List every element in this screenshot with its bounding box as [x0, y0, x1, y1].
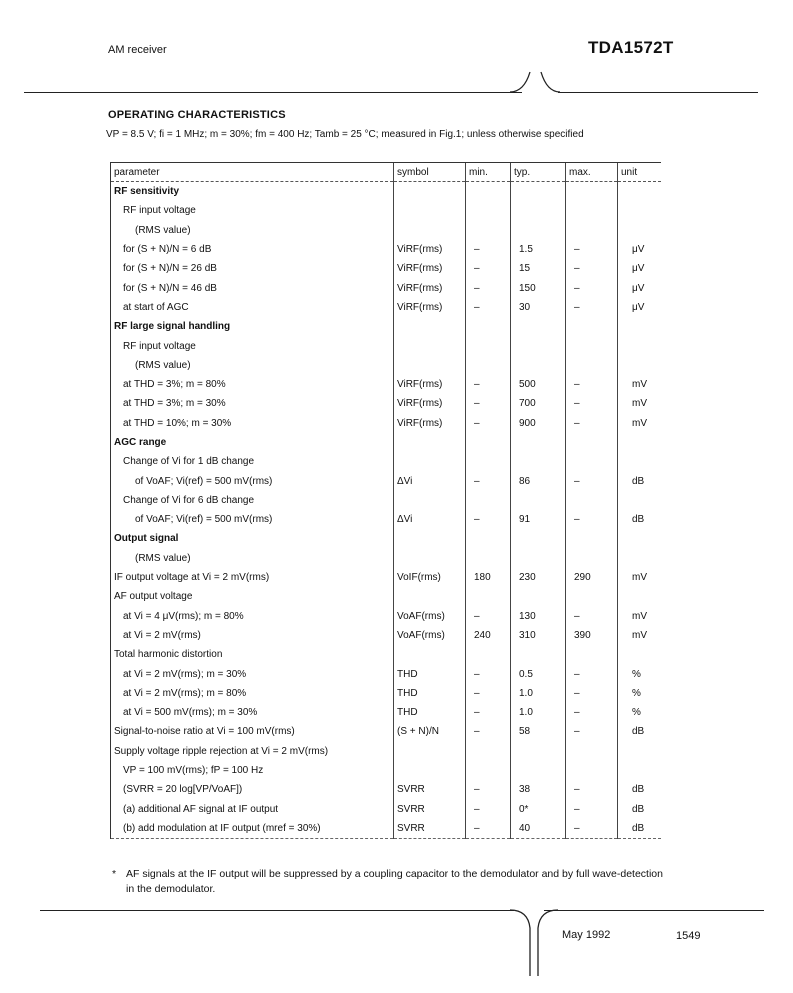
- cell-typ: [511, 433, 566, 452]
- cell-unit: mV: [618, 607, 661, 626]
- cell-parameter: at Vi = 4 μV(rms); m = 80%: [111, 607, 394, 626]
- cell-typ: 15: [511, 259, 566, 278]
- cell-unit: mV: [618, 375, 661, 394]
- cell-unit: %: [618, 684, 661, 703]
- cell-typ: [511, 182, 566, 202]
- cell-unit: [618, 356, 661, 375]
- header-unit: unit: [618, 163, 661, 182]
- cell-parameter: for (S + N)/N = 46 dB: [111, 278, 394, 297]
- cell-parameter: (RMS value): [111, 221, 394, 240]
- cell-min: –: [466, 819, 511, 839]
- footnote-marker: *: [112, 868, 117, 880]
- cell-parameter: IF output voltage at Vi = 2 mV(rms): [111, 568, 394, 587]
- table-row: [111, 800, 661, 819]
- header-symbol: symbol: [394, 163, 466, 182]
- cell-symbol: SVRR: [394, 819, 466, 839]
- table-row: [111, 491, 661, 510]
- cell-unit: μV: [618, 240, 661, 259]
- cell-typ: 1.5: [511, 240, 566, 259]
- cell-unit: [618, 317, 661, 336]
- cell-typ: [511, 356, 566, 375]
- cell-typ: [511, 742, 566, 761]
- cell-symbol: ViRF(rms): [394, 414, 466, 433]
- cell-typ: [511, 549, 566, 568]
- cell-min: –: [466, 471, 511, 490]
- cell-max: [566, 433, 618, 452]
- cell-unit: [618, 529, 661, 548]
- cell-max: [566, 529, 618, 548]
- cell-unit: [618, 221, 661, 240]
- table-body: [111, 182, 661, 839]
- cell-typ: 230: [511, 568, 566, 587]
- cell-unit: mV: [618, 626, 661, 645]
- cell-min: –: [466, 780, 511, 799]
- cell-typ: 0.5: [511, 664, 566, 683]
- footer-rule-left: [40, 910, 514, 911]
- cell-max: –: [566, 510, 618, 529]
- cell-typ: 38: [511, 780, 566, 799]
- cell-symbol: [394, 221, 466, 240]
- cell-unit: μV: [618, 259, 661, 278]
- cell-parameter: (b) add modulation at IF output (mref = 30%): [111, 819, 394, 839]
- cell-min: [466, 317, 511, 336]
- cell-parameter: (RMS value): [111, 549, 394, 568]
- table-row: [111, 568, 661, 587]
- cell-symbol: [394, 742, 466, 761]
- cell-max: [566, 742, 618, 761]
- cell-max: [566, 221, 618, 240]
- cell-max: [566, 549, 618, 568]
- table-row: [111, 780, 661, 799]
- cell-symbol: [394, 317, 466, 336]
- part-number: TDA1572T: [588, 38, 674, 57]
- cell-unit: %: [618, 703, 661, 722]
- cell-min: [466, 221, 511, 240]
- cell-unit: [618, 549, 661, 568]
- table-row: [111, 452, 661, 471]
- cell-unit: [618, 452, 661, 471]
- cell-symbol: [394, 491, 466, 510]
- cell-max: –: [566, 607, 618, 626]
- cell-parameter: Output signal: [111, 529, 394, 548]
- table-row: [111, 471, 661, 490]
- cell-min: –: [466, 259, 511, 278]
- cell-unit: dB: [618, 510, 661, 529]
- cell-parameter: AF output voltage: [111, 587, 394, 606]
- header-max: max.: [566, 163, 618, 182]
- cell-min: [466, 587, 511, 606]
- cell-symbol: ViRF(rms): [394, 375, 466, 394]
- cell-max: 290: [566, 568, 618, 587]
- cell-max: [566, 761, 618, 780]
- cell-max: [566, 452, 618, 471]
- cell-max: –: [566, 394, 618, 413]
- cell-min: –: [466, 703, 511, 722]
- cell-typ: [511, 529, 566, 548]
- cell-parameter: RF large signal handling: [111, 317, 394, 336]
- cell-min: –: [466, 722, 511, 741]
- cell-parameter: at Vi = 500 mV(rms); m = 30%: [111, 703, 394, 722]
- cell-parameter: (SVRR = 20 log[VP/VoAF]): [111, 780, 394, 799]
- cell-symbol: ViRF(rms): [394, 259, 466, 278]
- table-row: [111, 819, 661, 839]
- cell-unit: [618, 336, 661, 355]
- cell-unit: mV: [618, 414, 661, 433]
- table-row: [111, 742, 661, 761]
- cell-max: 390: [566, 626, 618, 645]
- cell-min: [466, 529, 511, 548]
- cell-min: –: [466, 298, 511, 317]
- cell-symbol: (S + N)/N: [394, 722, 466, 741]
- cell-parameter: of VoAF; Vi(ref) = 500 mV(rms): [111, 471, 394, 490]
- cell-typ: 310: [511, 626, 566, 645]
- cell-parameter: Change of Vi for 1 dB change: [111, 452, 394, 471]
- cell-min: [466, 452, 511, 471]
- cell-min: –: [466, 240, 511, 259]
- cell-symbol: VoIF(rms): [394, 568, 466, 587]
- cell-min: –: [466, 375, 511, 394]
- page-number: 1549: [676, 930, 701, 942]
- table-row: [111, 433, 661, 452]
- cell-max: –: [566, 703, 618, 722]
- cell-parameter: at THD = 3%; m = 80%: [111, 375, 394, 394]
- cell-parameter: at Vi = 2 mV(rms); m = 30%: [111, 664, 394, 683]
- cell-unit: [618, 491, 661, 510]
- cell-min: –: [466, 278, 511, 297]
- cell-symbol: SVRR: [394, 800, 466, 819]
- footer-rule-notch: [510, 908, 560, 978]
- cell-unit: [618, 742, 661, 761]
- cell-symbol: SVRR: [394, 780, 466, 799]
- cell-typ: [511, 221, 566, 240]
- cell-unit: %: [618, 664, 661, 683]
- table-row: [111, 336, 661, 355]
- cell-max: –: [566, 375, 618, 394]
- cell-typ: 150: [511, 278, 566, 297]
- table-row: [111, 278, 661, 297]
- cell-parameter: Signal-to-noise ratio at Vi = 100 mV(rms): [111, 722, 394, 741]
- table-row: [111, 201, 661, 220]
- table-row: [111, 414, 661, 433]
- cell-typ: 91: [511, 510, 566, 529]
- cell-symbol: [394, 433, 466, 452]
- cell-min: [466, 742, 511, 761]
- header-rule-notch: [510, 66, 560, 96]
- cell-parameter: at Vi = 2 mV(rms): [111, 626, 394, 645]
- cell-unit: [618, 645, 661, 664]
- cell-min: [466, 761, 511, 780]
- cell-symbol: THD: [394, 664, 466, 683]
- cell-min: –: [466, 607, 511, 626]
- cell-typ: [511, 452, 566, 471]
- cell-parameter: (a) additional AF signal at IF output: [111, 800, 394, 819]
- cell-typ: 1.0: [511, 703, 566, 722]
- header-parameter: parameter: [111, 163, 394, 182]
- header-rule-right: [558, 92, 758, 93]
- cell-symbol: ViRF(rms): [394, 394, 466, 413]
- cell-max: –: [566, 819, 618, 839]
- cell-min: –: [466, 510, 511, 529]
- cell-parameter: for (S + N)/N = 26 dB: [111, 259, 394, 278]
- cell-unit: dB: [618, 800, 661, 819]
- cell-parameter: RF sensitivity: [111, 182, 394, 202]
- table-row: [111, 703, 661, 722]
- cell-min: –: [466, 664, 511, 683]
- cell-symbol: ViRF(rms): [394, 240, 466, 259]
- cell-parameter: at THD = 10%; m = 30%: [111, 414, 394, 433]
- cell-symbol: VoAF(rms): [394, 607, 466, 626]
- publication-date: May 1992: [562, 929, 611, 941]
- cell-max: –: [566, 298, 618, 317]
- cell-typ: [511, 201, 566, 220]
- cell-symbol: VoAF(rms): [394, 626, 466, 645]
- cell-min: –: [466, 394, 511, 413]
- cell-max: –: [566, 800, 618, 819]
- table-header-row: [111, 163, 661, 182]
- cell-max: [566, 201, 618, 220]
- table-row: [111, 356, 661, 375]
- cell-symbol: [394, 201, 466, 220]
- cell-max: –: [566, 259, 618, 278]
- cell-unit: dB: [618, 780, 661, 799]
- cell-parameter: at THD = 3%; m = 30%: [111, 394, 394, 413]
- cell-min: [466, 645, 511, 664]
- cell-max: [566, 587, 618, 606]
- cell-max: –: [566, 240, 618, 259]
- cell-parameter: at Vi = 2 mV(rms); m = 80%: [111, 684, 394, 703]
- cell-symbol: [394, 645, 466, 664]
- cell-max: [566, 317, 618, 336]
- section-title: OPERATING CHARACTERISTICS: [108, 109, 286, 121]
- cell-unit: μV: [618, 278, 661, 297]
- cell-max: [566, 491, 618, 510]
- cell-max: –: [566, 664, 618, 683]
- cell-typ: 0*: [511, 800, 566, 819]
- header-rule-left: [24, 92, 522, 93]
- cell-max: –: [566, 780, 618, 799]
- cell-symbol: ViRF(rms): [394, 278, 466, 297]
- cell-min: –: [466, 684, 511, 703]
- cell-parameter: Supply voltage ripple rejection at Vi = 2 mV(rms): [111, 742, 394, 761]
- cell-unit: μV: [618, 298, 661, 317]
- cell-typ: 40: [511, 819, 566, 839]
- cell-symbol: [394, 356, 466, 375]
- cell-symbol: [394, 761, 466, 780]
- cell-max: [566, 356, 618, 375]
- cell-max: –: [566, 684, 618, 703]
- cell-typ: 58: [511, 722, 566, 741]
- cell-typ: [511, 587, 566, 606]
- cell-typ: [511, 491, 566, 510]
- cell-unit: mV: [618, 394, 661, 413]
- cell-unit: mV: [618, 568, 661, 587]
- cell-parameter: at start of AGC: [111, 298, 394, 317]
- cell-unit: [618, 201, 661, 220]
- table-row: [111, 298, 661, 317]
- cell-min: –: [466, 800, 511, 819]
- cell-max: [566, 645, 618, 664]
- cell-typ: 130: [511, 607, 566, 626]
- cell-unit: [618, 761, 661, 780]
- table-row: [111, 529, 661, 548]
- cell-max: –: [566, 414, 618, 433]
- cell-symbol: THD: [394, 684, 466, 703]
- cell-min: [466, 201, 511, 220]
- cell-symbol: [394, 529, 466, 548]
- table-row: [111, 317, 661, 336]
- cell-min: –: [466, 414, 511, 433]
- cell-unit: dB: [618, 722, 661, 741]
- cell-min: 240: [466, 626, 511, 645]
- table-row: [111, 587, 661, 606]
- cell-symbol: [394, 452, 466, 471]
- cell-max: –: [566, 471, 618, 490]
- cell-min: [466, 336, 511, 355]
- cell-parameter: (RMS value): [111, 356, 394, 375]
- table-row: [111, 510, 661, 529]
- header-min: min.: [466, 163, 511, 182]
- cell-parameter: RF input voltage: [111, 336, 394, 355]
- table-row: [111, 394, 661, 413]
- cell-typ: [511, 336, 566, 355]
- cell-min: [466, 433, 511, 452]
- cell-typ: [511, 761, 566, 780]
- table-row: [111, 375, 661, 394]
- table-row: [111, 549, 661, 568]
- cell-symbol: [394, 549, 466, 568]
- table-row: [111, 761, 661, 780]
- cell-unit: [618, 182, 661, 202]
- table-row: [111, 221, 661, 240]
- cell-max: –: [566, 278, 618, 297]
- cell-typ: 500: [511, 375, 566, 394]
- table-row: [111, 645, 661, 664]
- measurement-conditions: VP = 8.5 V; fi = 1 MHz; m = 30%; fm = 400 Hz; Tamb = 25 °C; measured in Fig.1; unless otherwise specified: [106, 129, 584, 140]
- cell-parameter: for (S + N)/N = 6 dB: [111, 240, 394, 259]
- operating-characteristics-table: [110, 162, 661, 839]
- header-typ: typ.: [511, 163, 566, 182]
- table-row: [111, 722, 661, 741]
- cell-parameter: Total harmonic distortion: [111, 645, 394, 664]
- table-row: [111, 626, 661, 645]
- cell-unit: dB: [618, 819, 661, 839]
- table-row: [111, 607, 661, 626]
- cell-unit: [618, 587, 661, 606]
- cell-parameter: RF input voltage: [111, 201, 394, 220]
- table-row: [111, 182, 661, 202]
- table-row: [111, 664, 661, 683]
- cell-min: [466, 549, 511, 568]
- document-subject: AM receiver: [108, 44, 167, 56]
- cell-max: [566, 336, 618, 355]
- cell-typ: 900: [511, 414, 566, 433]
- cell-parameter: Change of Vi for 6 dB change: [111, 491, 394, 510]
- cell-min: [466, 491, 511, 510]
- cell-typ: [511, 645, 566, 664]
- cell-symbol: [394, 587, 466, 606]
- cell-max: –: [566, 722, 618, 741]
- footer-rule-right: [544, 910, 764, 911]
- cell-typ: 86: [511, 471, 566, 490]
- table-row: [111, 259, 661, 278]
- footnote-text: AF signals at the IF output will be suppressed by a coupling capacitor to the demodulator and by full wave-detection in the demodulator.: [126, 868, 663, 895]
- cell-symbol: THD: [394, 703, 466, 722]
- cell-symbol: [394, 336, 466, 355]
- cell-min: [466, 182, 511, 202]
- cell-unit: [618, 433, 661, 452]
- cell-unit: dB: [618, 471, 661, 490]
- cell-min: [466, 356, 511, 375]
- cell-typ: [511, 317, 566, 336]
- cell-min: 180: [466, 568, 511, 587]
- table-row: [111, 684, 661, 703]
- table-row: [111, 240, 661, 259]
- cell-parameter: of VoAF; Vi(ref) = 500 mV(rms): [111, 510, 394, 529]
- cell-parameter: VP = 100 mV(rms); fP = 100 Hz: [111, 761, 394, 780]
- cell-symbol: [394, 182, 466, 202]
- cell-symbol: ViRF(rms): [394, 298, 466, 317]
- cell-parameter: AGC range: [111, 433, 394, 452]
- cell-typ: 30: [511, 298, 566, 317]
- cell-typ: 1.0: [511, 684, 566, 703]
- cell-symbol: ΔVi: [394, 471, 466, 490]
- cell-typ: 700: [511, 394, 566, 413]
- cell-max: [566, 182, 618, 202]
- cell-symbol: ΔVi: [394, 510, 466, 529]
